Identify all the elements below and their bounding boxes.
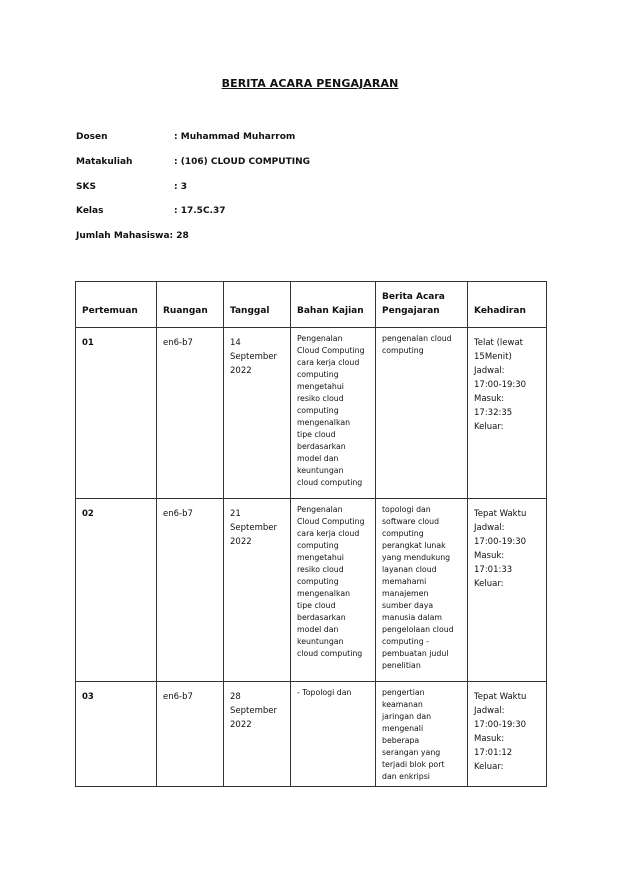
header-kehadiran: Kehadiran: [468, 282, 547, 328]
cell-tanggal: 28 September 2022: [224, 682, 291, 787]
cell-pertemuan: 02: [76, 499, 157, 682]
header-tanggal: Tanggal: [224, 282, 291, 328]
cell-ruangan: en6-b7: [157, 682, 224, 787]
info-row-dosen: [76, 132, 295, 142]
info-row-jumlah-mahasiswa: [76, 231, 189, 241]
document-title: BERITA ACARA PENGAJARAN: [221, 77, 399, 90]
cell-pertemuan: 03: [76, 682, 157, 787]
cell-bahan-kajian: Pengenalan Cloud Computing cara kerja cloud computing mengetahui resiko cloud computing mengenalkan tipe cloud berdasarkan model dan keuntungan cloud computing: [291, 499, 376, 682]
header-berita-acara: Berita Acara Pengajaran: [376, 282, 468, 328]
cell-berita-acara: pengenalan cloud computing: [376, 328, 468, 499]
info-value: : 28: [169, 231, 189, 241]
info-row-matakuliah: [76, 157, 310, 167]
info-value: : (106) CLOUD COMPUTING: [174, 157, 310, 167]
cell-pertemuan: 01: [76, 328, 157, 499]
info-label: SKS: [76, 182, 96, 192]
header-ruangan: Ruangan: [157, 282, 224, 328]
cell-kehadiran: Tepat Waktu Jadwal: 17:00-19:30 Masuk: 17:01:33 Keluar:: [468, 499, 547, 682]
cell-kehadiran: Telat (lewat 15Menit) Jadwal: 17:00-19:30 Masuk: 17:32:35 Keluar:: [468, 328, 547, 499]
table-row: [76, 499, 547, 682]
cell-ruangan: en6-b7: [157, 328, 224, 499]
cell-bahan-kajian: - Topologi dan: [291, 682, 376, 787]
cell-berita-acara: pengertian keamanan jaringan dan mengenali beberapa serangan yang terjadi blok port dan enkripsi: [376, 682, 468, 787]
table-row: [76, 682, 547, 787]
cell-tanggal: 21 September 2022: [224, 499, 291, 682]
info-label: Jumlah Mahasiswa: [76, 231, 170, 241]
table-row: [76, 328, 547, 499]
cell-bahan-kajian: Pengenalan Cloud Computing cara kerja cloud computing mengetahui resiko cloud computing mengenalkan tipe cloud berdasarkan model dan keuntungan cloud computing: [291, 328, 376, 499]
info-value: : 3: [174, 182, 187, 192]
cell-ruangan: en6-b7: [157, 499, 224, 682]
cell-berita-acara: topologi dan software cloud computing perangkat lunak yang mendukung layanan cloud memahami manajemen sumber daya manusia dalam pengelolaan cloud computing - pembuatan judul penelitian: [376, 499, 468, 682]
header-pertemuan: Pertemuan: [76, 282, 157, 328]
info-label: Dosen: [76, 132, 108, 142]
info-row-sks: [76, 182, 187, 192]
cell-kehadiran: Tepat Waktu Jadwal: 17:00-19:30 Masuk: 17:01:12 Keluar:: [468, 682, 547, 787]
info-label: Kelas: [76, 206, 104, 216]
info-value: : 17.5C.37: [174, 206, 226, 216]
header-bahan-kajian: Bahan Kajian: [291, 282, 376, 328]
info-label: Matakuliah: [76, 157, 133, 167]
info-value: : Muhammad Muharrom: [174, 132, 296, 142]
info-row-kelas: [76, 206, 226, 216]
attendance-table: [75, 281, 547, 787]
cell-tanggal: 14 September 2022: [224, 328, 291, 499]
table-header-row: [76, 282, 547, 328]
